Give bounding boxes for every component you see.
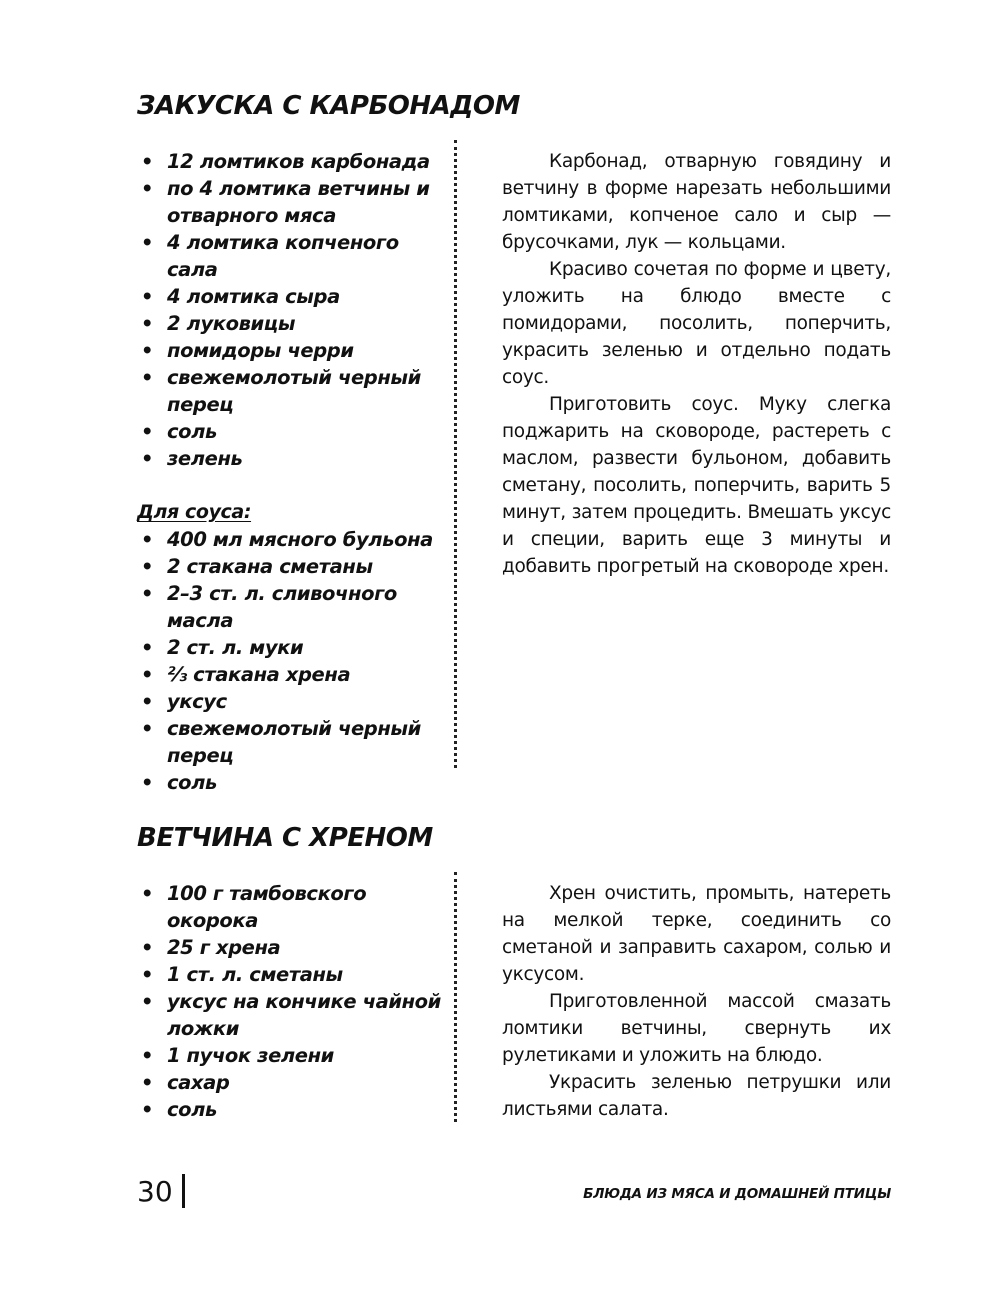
ingredient-text: 12 ломтиков карбонада [167, 150, 430, 173]
ingredient-text: 25 г хрена [167, 936, 281, 959]
ingredient-text: помидоры черри [167, 339, 354, 362]
method-column [502, 148, 891, 580]
ingredient-item [137, 961, 447, 988]
ingredient-list [137, 880, 447, 1123]
ingredient-item [137, 337, 447, 364]
method-paragraph: Хрен очистить, промыть, натереть на мелкой терке, соединить со сметаной и заправить сахаром, солью и уксусом. [502, 883, 891, 985]
bullet-icon: • [141, 177, 154, 200]
bullet-icon: • [141, 717, 154, 740]
ingredient-item [137, 880, 447, 934]
ingredient-text: соль [167, 420, 217, 443]
ingredient-item [137, 148, 447, 175]
method-column [502, 880, 891, 1123]
bullet-icon: • [141, 231, 154, 254]
ingredient-item [137, 988, 447, 1042]
ingredient-text: соль [167, 771, 217, 794]
ingredient-item [137, 634, 447, 661]
bullet-icon: • [141, 366, 154, 389]
bullet-icon: • [141, 150, 154, 173]
ingredient-text: 1 ст. л. сметаны [167, 963, 343, 986]
ingredient-text: соль [167, 1098, 217, 1121]
ingredient-text: уксус на кончике чайной ложки [167, 990, 441, 1040]
bullet-icon: • [141, 990, 154, 1013]
bullet-icon: • [141, 420, 154, 443]
sauce-heading: Для соуса: [137, 501, 252, 523]
bullet-icon: • [141, 1071, 154, 1094]
ingredient-item [137, 418, 447, 445]
ingredient-text: свежемолотый черный перец [167, 717, 421, 767]
ingredient-text: сахар [167, 1071, 230, 1094]
ingredient-text: 2 стакана сметаны [167, 555, 373, 578]
ingredient-item [137, 175, 447, 229]
ingredients-column [137, 148, 447, 796]
bullet-icon: • [141, 1044, 154, 1067]
ingredient-item [137, 688, 447, 715]
ingredient-text: по 4 ломтика ветчины и отварного мяса [167, 177, 430, 227]
bullet-icon: • [141, 636, 154, 659]
ingredient-text: 2 ст. л. муки [167, 636, 304, 659]
bullet-icon: • [141, 1098, 154, 1121]
bullet-icon: • [141, 663, 154, 686]
ingredient-item [137, 580, 447, 634]
page-number: 30 [137, 1175, 173, 1208]
ingredient-item [137, 1096, 447, 1123]
method-paragraph: Красиво сочетая по форме и цвету, уложить на блюдо вместе с помидорами, посолить, поперчить, украсить зеленью и отдельно подать соус. [502, 259, 891, 388]
method-paragraph: Карбонад, отварную говядину и ветчину в форме нарезать небольшими ломтиками, копченое сало и сыр — брусочками, лук — кольцами. [502, 151, 891, 253]
ingredient-item [137, 526, 447, 553]
dotted-divider [454, 140, 457, 768]
ingredient-text: уксус [167, 690, 227, 713]
bullet-icon: • [141, 312, 154, 335]
ingredient-item [137, 769, 447, 796]
dotted-divider [454, 872, 457, 1122]
ingredient-list [137, 148, 447, 472]
ingredient-item [137, 553, 447, 580]
ingredient-text: 100 г тамбовского окорока [167, 882, 367, 932]
bullet-icon: • [141, 285, 154, 308]
ingredient-text: ⅔ стакана хрена [167, 663, 351, 686]
ingredient-item [137, 310, 447, 337]
bullet-icon: • [141, 936, 154, 959]
page-footer [0, 1170, 986, 1220]
bullet-icon: • [141, 555, 154, 578]
ingredient-item [137, 934, 447, 961]
bullet-icon: • [141, 882, 154, 905]
method-paragraph: Приготовленной массой смазать ломтики ветчины, свернуть их рулетиками и уложить на блюдо. [502, 991, 891, 1066]
ingredient-text: 4 ломтика сыра [167, 285, 340, 308]
ingredient-text: 2 луковицы [167, 312, 296, 335]
method-paragraph: Украсить зеленью петрушки или листьями салата. [502, 1072, 891, 1120]
ingredient-item [137, 1069, 447, 1096]
ingredient-text: 4 ломтика копченого сала [167, 231, 399, 281]
recipe-title: ЗАКУСКА С КАРБОНАДОМ [137, 91, 520, 121]
ingredient-text: свежемолотый черный перец [167, 366, 421, 416]
bullet-icon: • [141, 963, 154, 986]
ingredient-text: 400 мл мясного бульона [167, 528, 433, 551]
ingredient-text: 1 пучок зелени [167, 1044, 334, 1067]
ingredient-item [137, 1042, 447, 1069]
ingredient-item [137, 445, 447, 472]
ingredient-item [137, 715, 447, 769]
bullet-icon: • [141, 339, 154, 362]
ingredient-text: зелень [167, 447, 243, 470]
ingredient-item [137, 661, 447, 688]
ingredient-text: 2–3 ст. л. сливочного масла [167, 582, 397, 632]
footer-vertical-rule [182, 1174, 185, 1208]
bullet-icon: • [141, 582, 154, 605]
ingredients-column [137, 880, 447, 1123]
method-paragraph: Приготовить соус. Муку слегка поджарить на сковороде, растереть с маслом, развести бульоном, добавить сметану, посолить, поперчить, варить 5 минут, затем процедить. Вмешать уксус и специи, варить еще 3 минуты и добавить прогретый на сковороде хрен. [502, 394, 891, 577]
bullet-icon: • [141, 528, 154, 551]
section-title: БЛЮДА ИЗ МЯСА И ДОМАШНЕЙ ПТИЦЫ [583, 1186, 891, 1202]
bullet-icon: • [141, 690, 154, 713]
ingredient-item [137, 283, 447, 310]
bullet-icon: • [141, 771, 154, 794]
sauce-ingredient-list [137, 526, 447, 796]
bullet-icon: • [141, 447, 154, 470]
ingredient-item [137, 364, 447, 418]
recipe-title: ВЕТЧИНА С ХРЕНОМ [137, 823, 433, 853]
ingredient-item [137, 229, 447, 283]
